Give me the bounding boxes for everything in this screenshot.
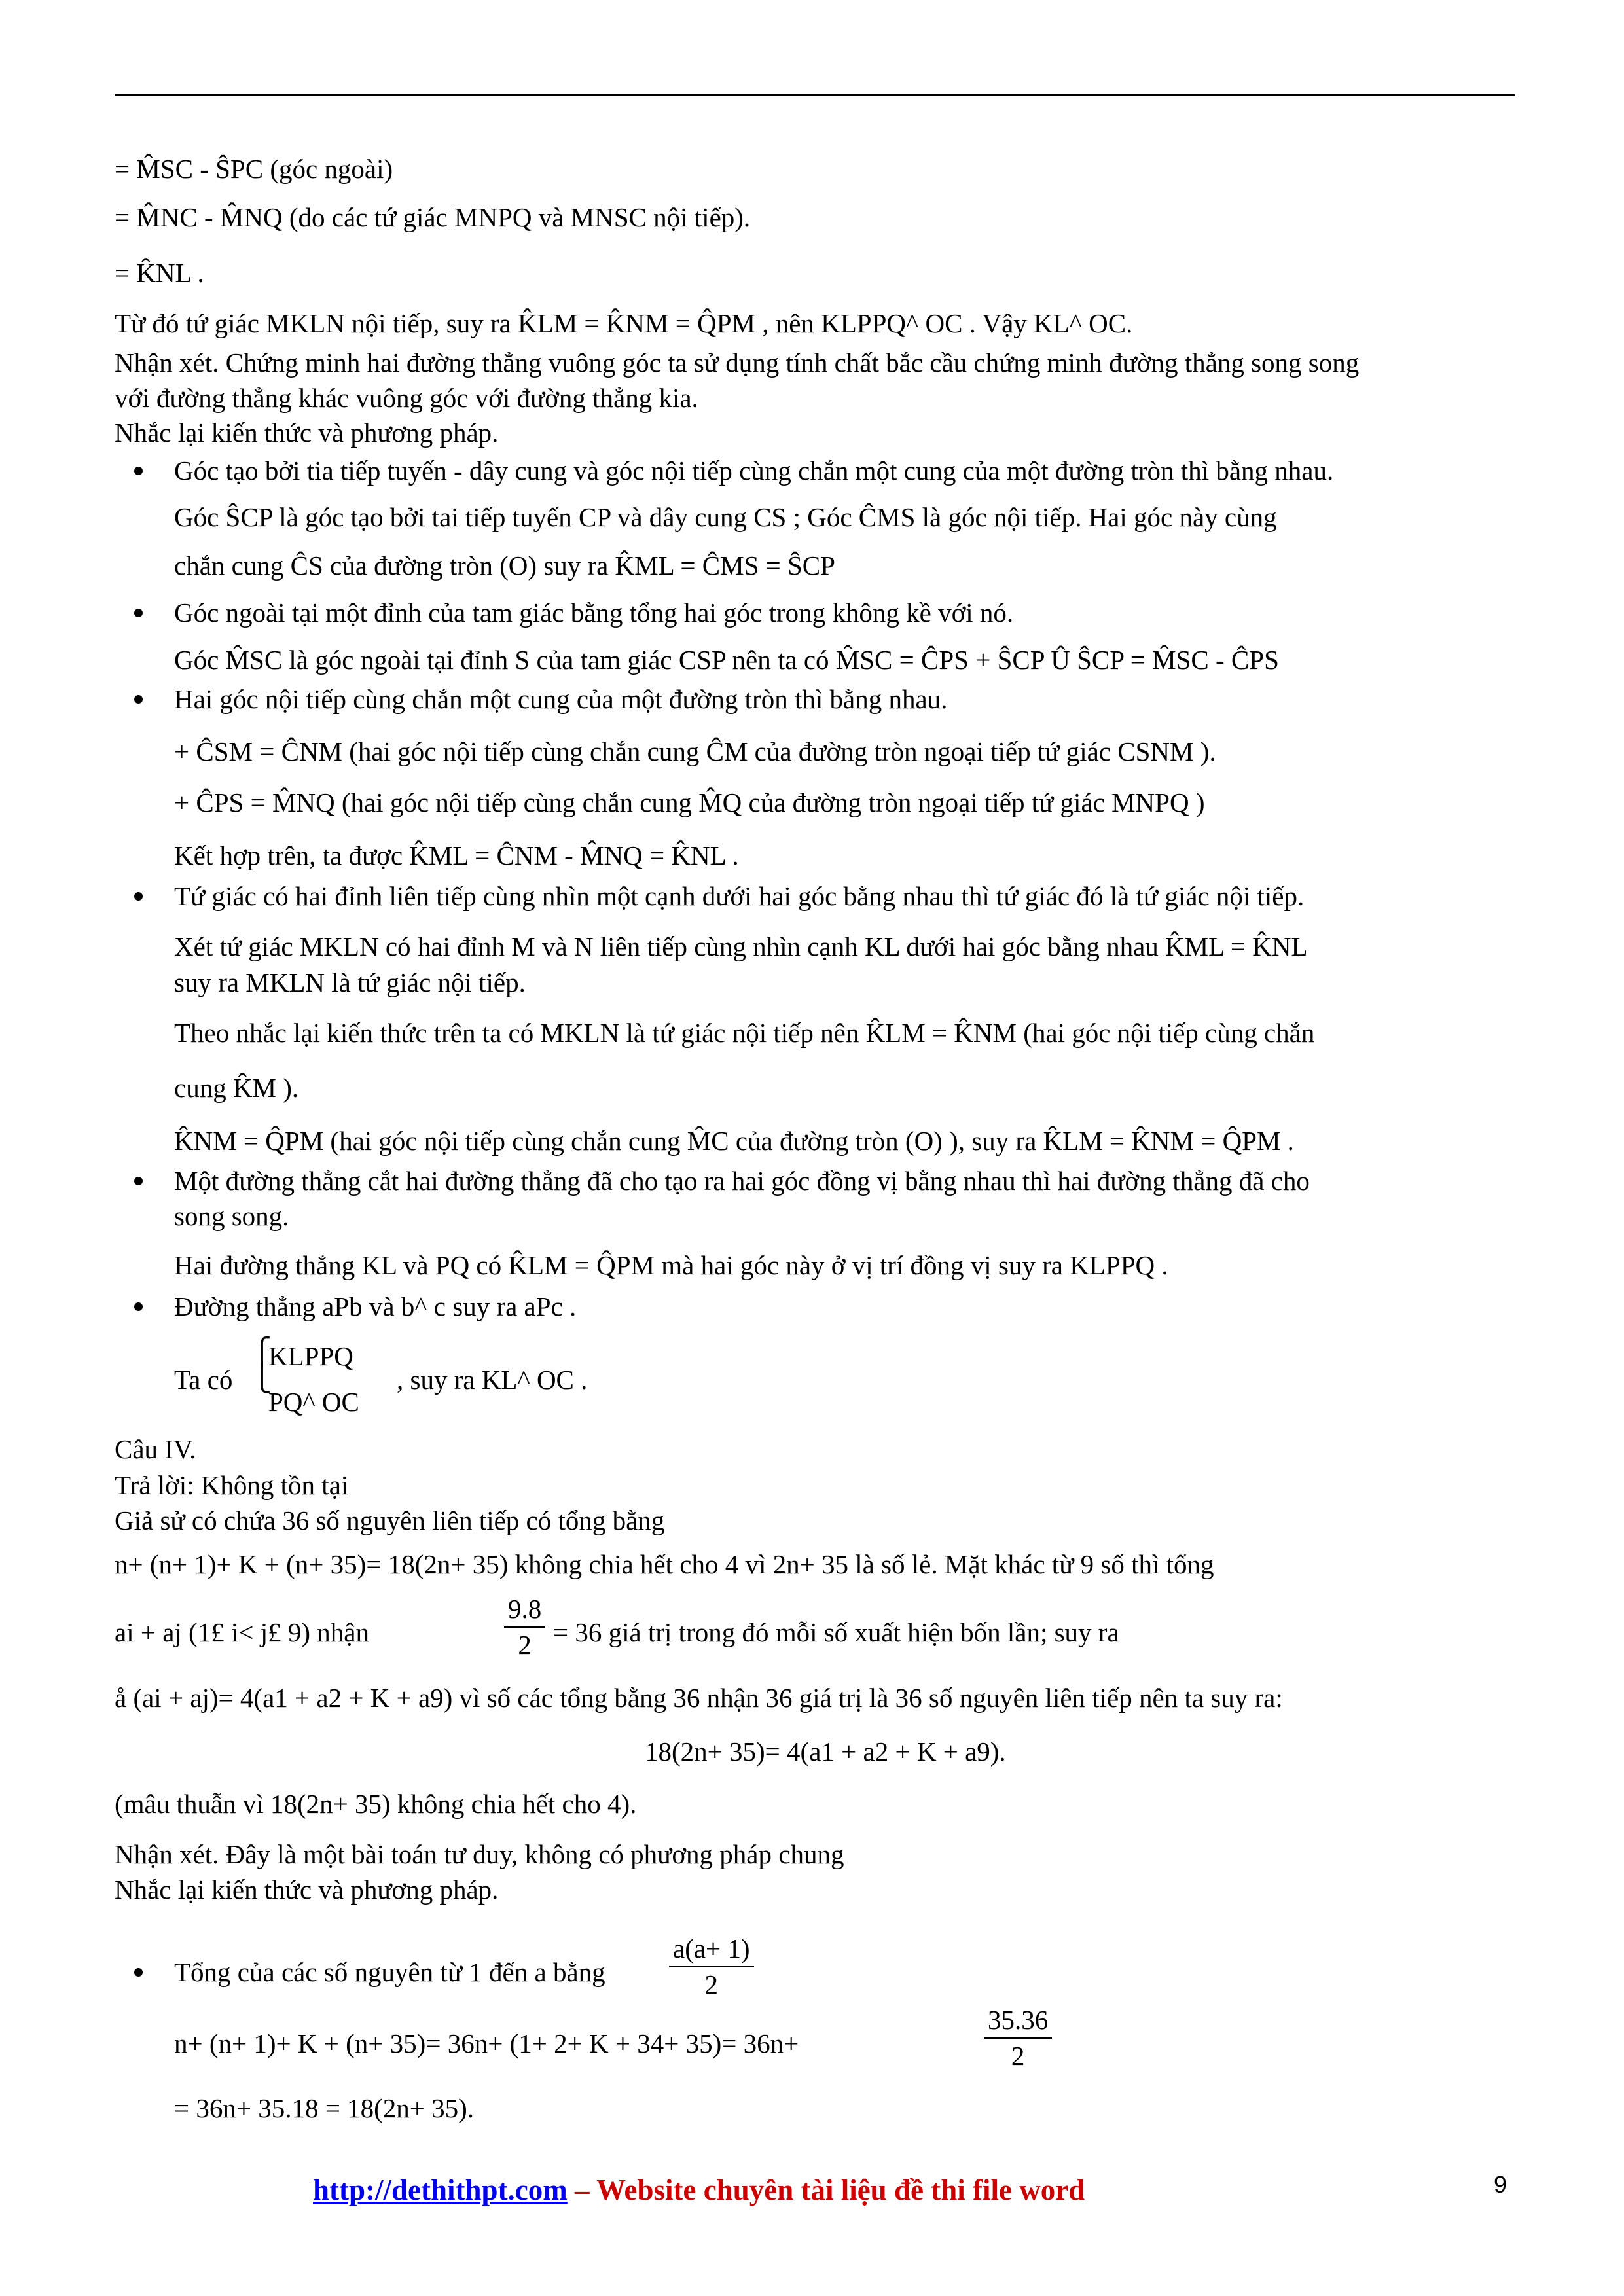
text-line: n+ (n+ 1)+ K + (n+ 35)= 18(2n+ 35) không chia hết cho 4 vì 2n+ 35 là số lẻ. Mặt khác từ 9 số thì tổng — [115, 1549, 1214, 1579]
text-line: song song. — [174, 1201, 289, 1231]
fraction-denominator: 2 — [518, 1630, 532, 1660]
text-line: K̂NM = Q̂PM (hai góc nội tiếp cùng chắn cung M̂C của đường tròn (O) ), suy ra K̂LM = K̂NM = Q̂PM . — [174, 1126, 1294, 1156]
page-number: 9 — [1494, 2171, 1507, 2198]
text-line: Góc M̂SC là góc ngoài tại đỉnh S của tam giác CSP nên ta có M̂SC = ĈPS + ŜCP Û ŜCP = M̂SC - ĈPS — [174, 645, 1279, 675]
text-line: 18(2n+ 35)= 4(a1 + a2 + K + a9). — [645, 1736, 1006, 1767]
text-line: n+ (n+ 1)+ K + (n+ 35)= 36n+ (1+ 2+ K + 34+ 35)= 36n+ — [174, 2028, 799, 2058]
text-line: KLPPQ — [268, 1341, 353, 1371]
text-line: Đường thẳng aPb và b^ c suy ra aPc . — [174, 1291, 577, 1321]
bullet-icon — [134, 892, 143, 901]
text-line: = M̂SC - ŜPC (góc ngoài) — [115, 154, 393, 184]
fraction-denominator: 2 — [1011, 2041, 1025, 2072]
text-line: Kết hợp trên, ta được K̂ML = ĈNM - M̂NQ = K̂NL . — [174, 840, 739, 870]
text-line: = 36n+ 35.18 = 18(2n+ 35). — [174, 2093, 475, 2123]
text-line: Trả lời: Không tồn tại — [115, 1470, 349, 1500]
text-line: = 36 giá trị trong đó mỗi số xuất hiện bốn lần; suy ra — [553, 1617, 1119, 1647]
text-line: = K̂NL . — [115, 258, 204, 288]
text-line: Nhắc lại kiến thức và phương pháp. — [115, 418, 499, 448]
text-line: cung K̂M ). — [174, 1073, 299, 1103]
text-line: , suy ra KL^ OC . — [397, 1365, 588, 1395]
fraction — [504, 1592, 545, 1663]
header-rule — [115, 94, 1515, 96]
footer-link[interactable]: http://dethithpt.com — [313, 2174, 568, 2206]
text-line: Góc ŜCP là góc tạo bởi tai tiếp tuyến CP và dây cung CS ; Góc ĈMS là góc nội tiếp. Hai góc này cùng — [174, 502, 1277, 532]
text-line: Nhắc lại kiến thức và phương pháp. — [115, 1874, 499, 1905]
bullet-icon — [134, 1968, 143, 1977]
text-line: ai + aj (1£ i< j£ 9) nhận — [115, 1617, 369, 1647]
fraction — [984, 2003, 1052, 2074]
text-line: + ĈSM = ĈNM (hai góc nội tiếp cùng chắn cung ĈM của đường tròn ngoại tiếp tứ giác CSNM ). — [174, 736, 1216, 766]
text-line: Giả sử có chứa 36 số nguyên liên tiếp có tổng bằng — [115, 1505, 665, 1535]
footer — [313, 2171, 1085, 2210]
text-line: Tứ giác có hai đỉnh liên tiếp cùng nhìn một cạnh dưới hai góc bằng nhau thì tứ giác đó là tứ giác nội tiếp. — [174, 881, 1305, 911]
bullet-icon — [134, 609, 143, 617]
brace-icon: ⎧ ⎩ — [252, 1337, 272, 1393]
text-line: Ta có — [174, 1365, 233, 1395]
text-line: å (ai + aj)= 4(a1 + a2 + K + a9) vì số các tổng bằng 36 nhận 36 giá trị là 36 số nguyên liên tiếp nên ta suy ra: — [115, 1683, 1283, 1713]
fraction-numerator: 35.36 — [984, 2003, 1052, 2039]
text-line: Nhận xét. Chứng minh hai đường thẳng vuông góc ta sử dụng tính chất bắc cầu chứng minh đường thẳng song song — [115, 348, 1360, 378]
footer-tagline: – Website chuyên tài liệu đề thi file word — [567, 2174, 1085, 2206]
text-line: Hai đường thẳng KL và PQ có K̂LM = Q̂PM mà hai góc này ở vị trí đồng vị suy ra KLPPQ . — [174, 1250, 1168, 1280]
text-line: PQ^ OC — [268, 1387, 359, 1417]
text-line: với đường thẳng khác vuông góc với đường thẳng kia. — [115, 383, 698, 413]
bullet-icon — [134, 695, 143, 704]
text-line: Xét tứ giác MKLN có hai đỉnh M và N liên tiếp cùng nhìn cạnh KL dưới hai góc bằng nhau K̂ML = K̂NL — [174, 931, 1308, 961]
text-line: Góc ngoài tại một đỉnh của tam giác bằng tổng hai góc trong không kề với nó. — [174, 598, 1014, 628]
fraction — [669, 1931, 754, 2003]
text-line: Tổng của các số nguyên từ 1 đến a bằng — [174, 1957, 605, 1987]
text-line: = M̂NC - M̂NQ (do các tứ giác MNPQ và MNSC nội tiếp). — [115, 202, 751, 232]
text-line: Từ đó tứ giác MKLN nội tiếp, suy ra K̂LM = K̂NM = Q̂PM , nên KLPPQ^ OC . Vậy KL^ OC. — [115, 308, 1133, 338]
fraction-numerator: a(a+ 1) — [669, 1931, 754, 1967]
text-line: Góc tạo bởi tia tiếp tuyến - dây cung và góc nội tiếp cùng chắn một cung của một đường tròn thì bằng nhau. — [174, 456, 1334, 486]
fraction-numerator: 9.8 — [504, 1592, 545, 1628]
bullet-icon — [134, 1302, 143, 1311]
text-line: (mâu thuẫn vì 18(2n+ 35) không chia hết cho 4). — [115, 1789, 637, 1819]
text-line: Câu IV. — [115, 1434, 196, 1464]
text-line: Một đường thẳng cắt hai đường thẳng đã cho tạo ra hai góc đồng vị bằng nhau thì hai đường thẳng đã cho — [174, 1166, 1310, 1196]
bullet-icon — [134, 467, 143, 475]
fraction-denominator: 2 — [704, 1969, 719, 2000]
text-line: suy ra MKLN là tứ giác nội tiếp. — [174, 967, 526, 997]
text-line: Hai góc nội tiếp cùng chắn một cung của một đường tròn thì bằng nhau. — [174, 684, 948, 714]
text-line: + ĈPS = M̂NQ (hai góc nội tiếp cùng chắn cung M̂Q của đường tròn ngoại tiếp tứ giác MNPQ ) — [174, 787, 1205, 817]
text-line: Nhận xét. Đây là một bài toán tư duy, không có phương pháp chung — [115, 1839, 844, 1869]
text-line: Theo nhắc lại kiến thức trên ta có MKLN là tứ giác nội tiếp nên K̂LM = K̂NM (hai góc nội tiếp cùng chắn — [174, 1018, 1315, 1048]
text-line: chắn cung ĈS của đường tròn (O) suy ra K̂ML = ĈMS = ŜCP — [174, 550, 835, 581]
bullet-icon — [134, 1177, 143, 1185]
